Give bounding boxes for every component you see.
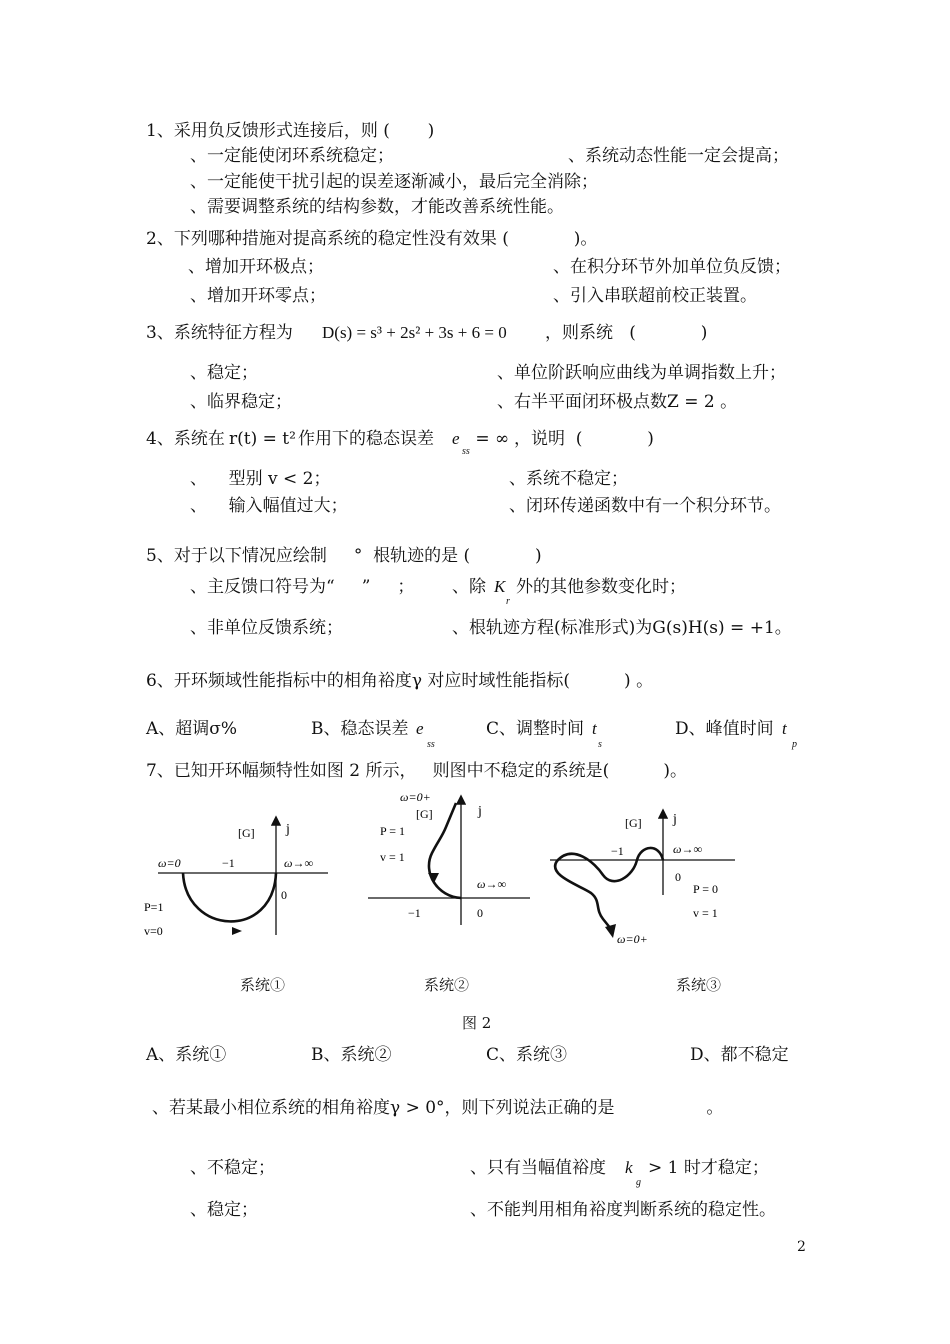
omega-zero-plus-label: ω=0+	[400, 790, 431, 804]
q4-stem-pre: 4、系统在	[146, 429, 225, 449]
q8-option-b-var: k	[625, 1158, 633, 1177]
q6-option-c-var: t	[592, 719, 597, 738]
nyquist-plot-system-2	[360, 785, 535, 930]
q8-option-c: 、稳定；	[190, 1200, 258, 1220]
q4-option-d: 、闭环传递函数中有一个积分环节。	[509, 496, 781, 516]
q5-option-c: 、非单位反馈系统；	[190, 618, 343, 638]
direction-arrow	[605, 924, 616, 938]
q6-option-d-var: t	[782, 719, 787, 738]
omega-zero-plus-label: ω=0+	[617, 932, 648, 946]
q1-option-c: 、一定能使干扰引起的误差逐渐减小，最后完全消除；	[190, 172, 598, 192]
v-label: v = 1	[380, 850, 405, 864]
q7-stem: 7、已知开环幅频特性如图 2 所示， 则图中不稳定的系统是( )。	[146, 761, 687, 781]
figure-caption: 图 2	[462, 1014, 492, 1032]
g-label: [G]	[625, 816, 642, 830]
q8-stem: 、若某最小相位系统的相角裕度γ > 0°，则下列说法正确的是 。	[152, 1098, 724, 1118]
q8-option-b-post: > 1 时才稳定；	[648, 1158, 769, 1178]
q4-error-value: = ∞	[470, 429, 510, 449]
q2-stem: 2、下列哪种措施对提高系统的稳定性没有效果 ( )。	[146, 229, 598, 249]
q6-option-b-var: e	[416, 719, 424, 738]
q6-option-d: D、峰值时间	[675, 719, 774, 739]
q5-stem: 5、对于以下情况应绘制 ° 根轨迹的是 ( )	[146, 546, 542, 566]
q6-option-a: A、超调σ%	[146, 719, 238, 739]
q7-option-c: C、系统③	[486, 1045, 568, 1065]
j-label: j	[478, 804, 482, 819]
g-label: [G]	[416, 807, 433, 821]
q4-option-b: 、系统不稳定；	[509, 469, 628, 489]
q7-option-d: D、都不稳定	[690, 1045, 789, 1065]
g-label: [G]	[238, 826, 255, 840]
q4-input: r(t) = t²	[229, 429, 296, 449]
q2-option-a: 、增加开环极点；	[188, 257, 324, 277]
p-label: P = 0	[693, 882, 718, 896]
minus-one-label: −1	[408, 906, 421, 920]
q3-option-a: 、稳定；	[190, 363, 258, 383]
q4-option-a: 、 型别 v < 2；	[190, 469, 331, 489]
q3-option-c: 、临界稳定；	[190, 392, 292, 412]
q8-option-b-subscript: g	[636, 1177, 641, 1188]
q4-error-symbol: e	[452, 429, 460, 448]
nyquist-plot-system-1	[138, 810, 338, 955]
q5-option-b-post: 外的其他参数变化时；	[516, 577, 686, 597]
q6-option-d-subscript: p	[792, 739, 797, 750]
caption-system-1: 系统①	[240, 976, 286, 994]
omega-inf-label: ω→∞	[673, 842, 703, 856]
p-label: P = 1	[380, 824, 405, 838]
page-number: 2	[797, 1239, 806, 1255]
q7-option-b: B、系统②	[311, 1045, 392, 1065]
origin-label: 0	[281, 888, 287, 902]
q8-option-d: 、不能判用相角裕度判断系统的稳定性。	[470, 1200, 776, 1220]
q4-stem-post: ，说明 ( )	[514, 429, 654, 449]
q3-option-b: 、单位阶跃响应曲线为单调指数上升；	[497, 363, 786, 383]
p-label: P=1	[144, 900, 164, 914]
origin-label: 0	[477, 906, 483, 920]
q2-option-c: 、增加开环零点；	[190, 286, 326, 306]
nyquist-curve	[429, 803, 461, 898]
q1-option-d: 、需要调整系统的结构参数，才能改善系统性能。	[190, 197, 564, 217]
v-label: v=0	[144, 924, 163, 938]
q3-stem-post: ，则系统 ( )	[545, 323, 708, 343]
omega-inf-label: ω→∞	[477, 877, 507, 891]
direction-arrow	[428, 873, 439, 883]
q3-equation: D(s) = s³ + 2s² + 3s + 6 = 0	[322, 323, 507, 342]
q2-option-d: 、引入串联超前校正装置。	[553, 286, 757, 306]
q5-option-b-pre: 、除	[452, 577, 486, 597]
direction-arrow	[232, 927, 242, 935]
caption-system-3: 系统③	[676, 976, 722, 994]
q6-option-b-subscript: ss	[427, 739, 435, 750]
q5-option-a: 、主反馈口符号为“ ” ；	[190, 577, 415, 597]
q1-option-a: 、一定能使闭环系统稳定；	[190, 146, 394, 166]
q6-stem: 6、开环频域性能指标中的相角裕度γ 对应时域性能指标( ) 。	[146, 671, 654, 691]
q6-option-c-subscript: s	[598, 739, 602, 750]
q1-stem: 1、采用负反馈形式连接后，则 ( )	[146, 121, 435, 141]
origin-label: 0	[675, 870, 681, 884]
q5-option-d: 、根轨迹方程(标准形式)为G(s)H(s) = +1。	[452, 618, 792, 638]
omega-inf-label: ω→∞	[284, 856, 314, 870]
nyquist-curve	[183, 873, 276, 921]
q1-option-b: 、系统动态性能一定会提高；	[568, 146, 789, 166]
minus-one-label: −1	[222, 856, 235, 870]
minus-one-label: −1	[611, 844, 624, 858]
j-label: j	[673, 812, 677, 827]
j-label: j	[286, 822, 290, 837]
caption-system-2: 系统②	[424, 976, 470, 994]
q3-option-d: 、右半平面闭环极点数Z = 2 。	[497, 392, 738, 412]
q4-option-c: 、 输入幅值过大；	[190, 496, 348, 516]
q8-option-a: 、不稳定；	[190, 1158, 275, 1178]
q4-stem-mid: 作用下的稳态误差	[298, 429, 434, 449]
q2-option-b: 、在积分环节外加单位负反馈；	[553, 257, 791, 277]
q7-option-a: A、系统①	[146, 1045, 227, 1065]
omega-zero-label: ω=0	[158, 856, 181, 870]
q8-option-b-pre: 、只有当幅值裕度	[470, 1158, 606, 1178]
q3-stem-pre: 3、系统特征方程为	[146, 323, 293, 343]
q6-option-c: C、调整时间	[486, 719, 585, 739]
q5-option-b-k: K	[494, 577, 506, 596]
q6-option-b: B、稳态误差	[311, 719, 409, 739]
v-label: v = 1	[693, 906, 718, 920]
q4-error-subscript: ss	[462, 446, 470, 457]
nyquist-plot-system-3	[545, 805, 745, 955]
q5-option-b-subscript: r	[506, 596, 510, 607]
